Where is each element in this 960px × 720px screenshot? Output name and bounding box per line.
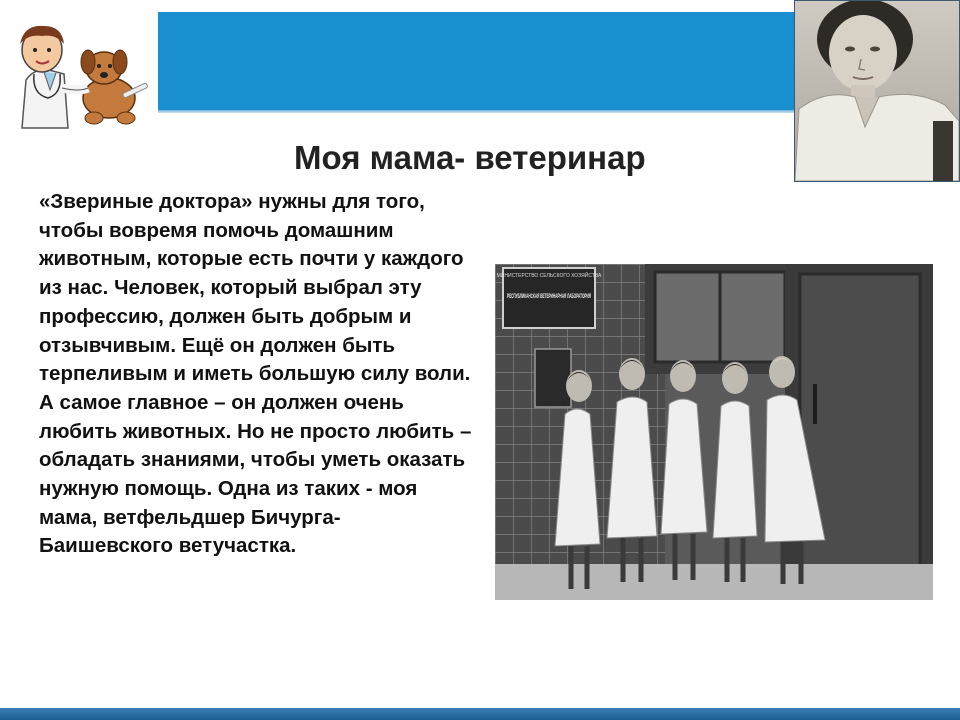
woman-portrait-photo (794, 0, 960, 182)
sign-text: РЕСПУБЛИКАНСКАЯ ВЕТЕРИНАРНАЯ ЛАБОРАТОРИЯ (507, 293, 592, 300)
slide-paragraph: «Звериные доктора» нужны для того, чтобы вовремя помочь домашним животным, которые есть почти у каждого из нас. Человек, который выбрал эту профессию, должен быть добрым и отзывчивым. Ещё он должен быть терпеливым и иметь большую силу воли. А самое главное – он должен очень любить животных. Но не просто любить – обладать знаниями, чтобы уметь оказать нужную помощь. Одна из таких - моя мама, ветфельдшер Бичурга- Баишевского ветучастка. (39, 190, 472, 558)
sign-small-text: МИНИСТЕРСТВО СЕЛЬСКОГО ХОЗЯЙСТВА (496, 273, 602, 279)
vet-lab-staff-group-photo (495, 264, 933, 600)
footer-bar (0, 708, 960, 720)
doctor-with-dog-clipart (4, 10, 154, 130)
slide-title: Моя мама- ветеринар (294, 139, 646, 176)
